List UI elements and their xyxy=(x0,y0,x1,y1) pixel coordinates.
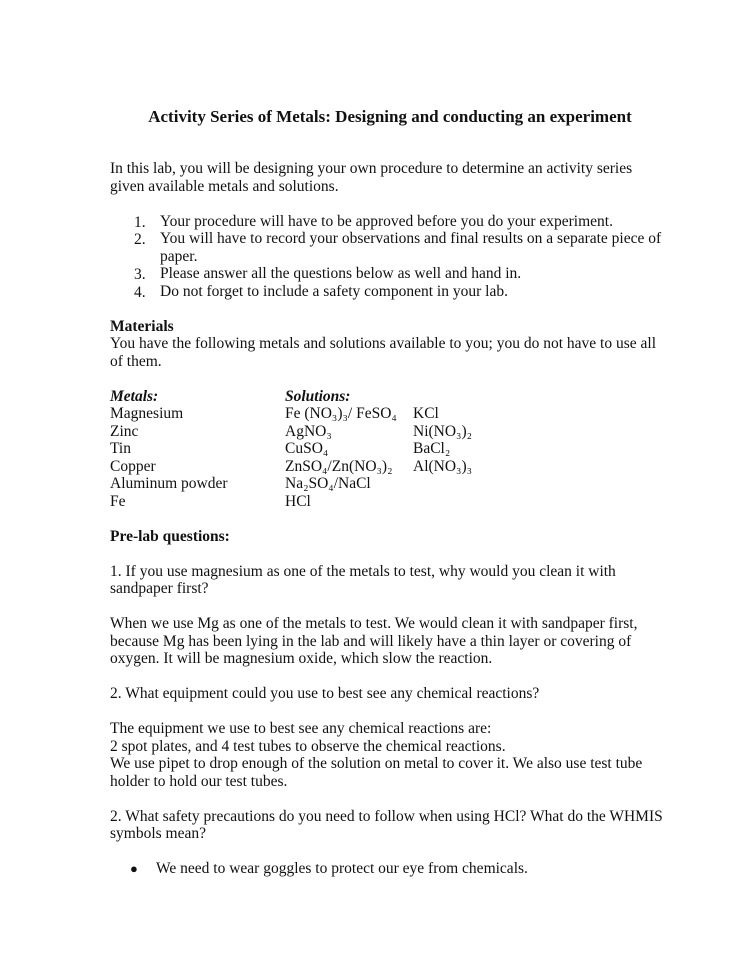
prelab-heading: Pre-lab questions: xyxy=(110,527,230,545)
text-line: 2. What equipment could you use to best see any chemical reactions? xyxy=(110,685,540,702)
solutions-column xyxy=(285,388,413,511)
answer-3-list xyxy=(110,860,670,878)
document-page xyxy=(110,106,670,878)
list-number: 1. xyxy=(134,213,146,231)
text-line: paper. xyxy=(160,247,198,265)
materials-table xyxy=(110,388,670,511)
list-item xyxy=(110,283,670,301)
text-line: When we use Mg as one of the metals to test. We would clean it with sandpaper first, xyxy=(110,615,638,632)
solution-item: Al(NO₃)₃ xyxy=(413,457,473,475)
metal-item: Fe xyxy=(110,492,126,510)
text-line: sandpaper first? xyxy=(110,580,209,597)
list-item xyxy=(110,213,670,231)
text-line: 2. What safety precautions do you need to follow when using HCl? What do the WHMIS xyxy=(110,807,663,825)
list-item xyxy=(110,265,670,283)
text-line: 1. If you use magnesium as one of the metals to test, why would you clean it with xyxy=(110,562,616,580)
solution-item: BaCl₂ xyxy=(413,440,451,457)
question-3 xyxy=(110,808,670,843)
solution-item: AgNO₃ xyxy=(285,422,332,440)
text-line: Do not forget to include a safety component in your lab. xyxy=(160,282,508,300)
text-line: In this lab, you will be designing your own procedure to determine an activity series xyxy=(110,160,633,177)
materials-heading: Materials xyxy=(110,317,174,335)
solution-item: CuSO₄ xyxy=(285,440,329,457)
solutions-column-2 xyxy=(413,388,472,511)
intro-paragraph xyxy=(110,160,670,195)
metal-item: Aluminum powder xyxy=(110,475,228,492)
solution-item: HCl xyxy=(285,492,311,510)
text-line: given available metals and solutions. xyxy=(110,177,339,195)
prelab-heading-para xyxy=(110,528,670,546)
solution-item: ZnSO₄/Zn(NO₃)₂ xyxy=(285,457,393,475)
solution-item: KCl xyxy=(413,405,439,422)
metal-item: Zinc xyxy=(110,422,139,440)
solution-item: Na₂SO₄/NaCl xyxy=(285,475,371,492)
list-number: 4. xyxy=(134,283,146,301)
solutions-heading: Solutions: xyxy=(285,387,351,405)
metal-item: Copper xyxy=(110,457,156,475)
answer-2 xyxy=(110,720,670,790)
list-item xyxy=(110,860,670,878)
list-item xyxy=(110,230,670,265)
answer-1 xyxy=(110,615,670,668)
metal-item: Magnesium xyxy=(110,405,184,422)
solution-item: Ni(NO₃)₂ xyxy=(413,422,473,440)
text-line: holder to hold our test tubes. xyxy=(110,772,288,790)
text-line: 2 spot plates, and 4 test tubes to observe the chemical reactions. xyxy=(110,737,506,755)
text-line: Your procedure will have to be approved before you do your experiment. xyxy=(160,212,613,230)
text-line: oxygen. It will be magnesium oxide, which slow the reaction. xyxy=(110,650,493,667)
materials-section xyxy=(110,318,670,371)
solution-item: Fe (NO₃)₃/ FeSO₄ xyxy=(285,405,397,422)
text-line: of them. xyxy=(110,352,162,370)
list-number: 2. xyxy=(134,231,146,248)
text-line: symbols mean? xyxy=(110,825,206,842)
instructions-list xyxy=(110,213,670,301)
text-line: Please answer all the questions below as well and hand in. xyxy=(160,265,522,282)
list-number: 3. xyxy=(134,266,146,283)
text-line: The equipment we use to best see any chemical reactions are: xyxy=(110,720,492,737)
text-line: We use pipet to drop enough of the solution on metal to cover it. We also use test tube xyxy=(110,755,643,772)
metals-heading: Metals: xyxy=(110,387,159,405)
question-1 xyxy=(110,563,670,598)
question-2 xyxy=(110,685,670,703)
text-line: We need to wear goggles to protect our eye from chemicals. xyxy=(156,860,528,877)
document-title: Activity Series of Metals: Designing and conducting an experiment xyxy=(148,107,632,126)
text-line: You will have to record your observations and final results on a separate piece of xyxy=(160,230,662,247)
metals-column xyxy=(110,388,285,511)
metal-item: Tin xyxy=(110,440,131,457)
text-line: You have the following metals and solutions available to you; you do not have to use all xyxy=(110,335,657,352)
bullet-icon: ● xyxy=(130,861,138,876)
text-line: because Mg has been lying in the lab and will likely have a thin layer or covering of xyxy=(110,632,632,650)
